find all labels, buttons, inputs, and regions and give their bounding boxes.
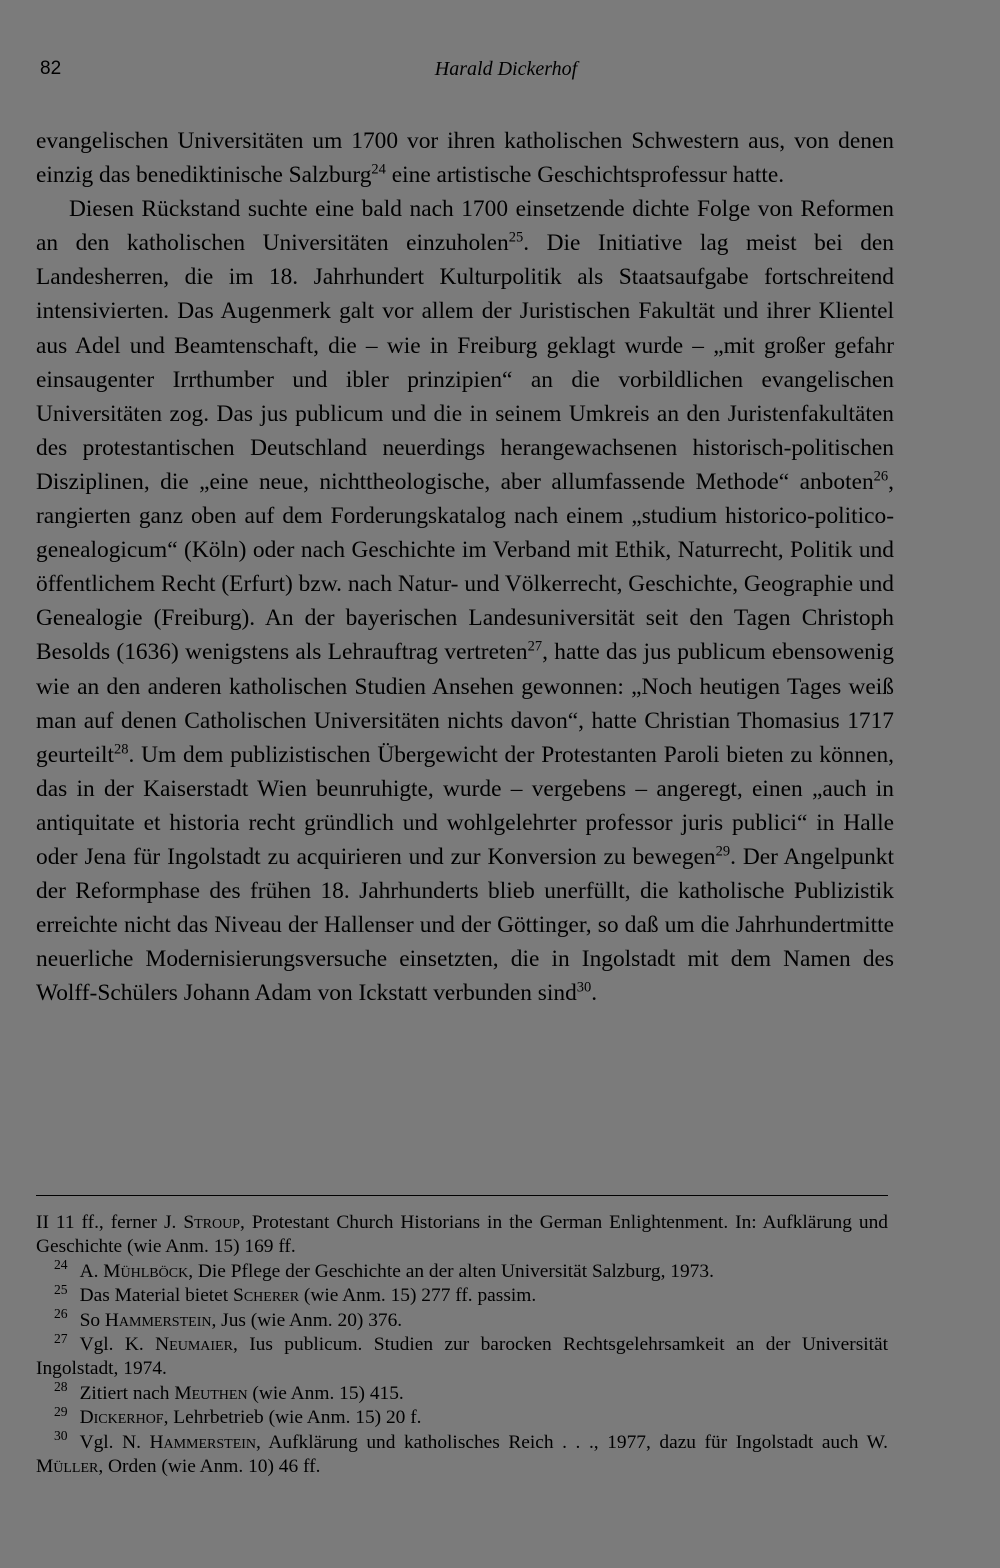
footnote-ref: 28 xyxy=(113,740,129,757)
footnote-number: 29 xyxy=(54,1403,68,1419)
footnote-divider xyxy=(36,1195,888,1196)
text-span: (wie Anm. 15) 277 ff. passim. xyxy=(299,1285,537,1307)
author-name: Hammerstein xyxy=(104,1309,212,1331)
paragraph-2 xyxy=(36,192,894,1010)
footnote-number: 27 xyxy=(54,1330,68,1346)
footnote-ref: 26 xyxy=(873,468,889,485)
book-page xyxy=(36,0,895,1568)
footnote-30 xyxy=(36,1428,889,1480)
footnote-ref: 27 xyxy=(527,638,543,655)
text-span: Zitiert nach xyxy=(79,1382,175,1404)
text-span: . Um dem publizistischen Übergewicht der Protestanten Paroli bieten zu können, das in der Kaiserstadt Wien beunruhigte, wurde – vergebens – angeregt, einen „auch in antiquitate et historia recht gründlich und wohlgelehrter professor juris publici“ in Halle oder Jena für Ingolstadt zu acquirieren und zur Konversion zu bewegen xyxy=(36,741,894,870)
author-name: Dickerhof xyxy=(79,1407,164,1429)
footnote-26 xyxy=(36,1306,888,1333)
author-name: Mühlböck xyxy=(103,1260,189,1282)
text-span: , hatte das jus publicum ebensowenig wie an den anderen katholischen Studien Ansehen gewonnen: „Noch heutigen Tages weiß man auf denen Catholischen Universitäten nichts davon“, hatte Christian Thomasius 1717 geurteilt xyxy=(36,639,894,768)
text-span: . Die Initiative lag meist bei den Landesherren, die im 18. Jahrhundert Kulturpolitik als Staatsaufgabe fortschreitend intensivierten. Das Augenmerk galt vor allem der Juristischen Fakultät und ihrer Klientel aus Adel und Beamtenschaft, die – wie in Freiburg geklagt wurde – „mit großer gefahr einsaugenter Irrthumber und ibler prinzipien“ an die vorbildlichen evangelischen Universitäten zog. Das jus publicum und die in seinem Umkreis an den Juristenfakultäten des protestantischen Deutschland neuerdings herangewachsenen historisch-politischen Disziplinen, die „eine neue, nichttheologische, aber allumfassende Methode“ anboten xyxy=(36,230,895,495)
footnote-continued xyxy=(36,1211,888,1260)
footnote-27 xyxy=(36,1330,889,1382)
author-name: Stroup xyxy=(183,1212,241,1233)
author-name: Hammerstein xyxy=(149,1431,257,1453)
footnote-24 xyxy=(36,1257,888,1284)
text-span: , Ius publicum. Studien zur barocken Rechtsgelehrsamkeit an der Universität Ingolstadt, 1974. xyxy=(36,1334,889,1380)
text-span: Das Material bietet xyxy=(79,1285,234,1307)
footnote-ref: 25 xyxy=(508,229,524,246)
footnote-25 xyxy=(36,1281,888,1308)
text-span: , Die Pflege der Geschichte an der alten Universität Salzburg, 1973. xyxy=(188,1260,714,1282)
page-header xyxy=(36,58,892,88)
page-number: 82 xyxy=(40,58,62,79)
text-span: , Aufklärung und katholisches Reich . . ., 1977, dazu für Ingolstadt auch W. xyxy=(256,1431,889,1453)
text-span: , Jus (wie Anm. 20) 376. xyxy=(211,1309,403,1331)
text-span: , Lehrbetrieb (wie Anm. 15) 20 f. xyxy=(163,1407,422,1429)
running-head: Harald Dickerhof xyxy=(434,58,578,80)
paragraph-1 xyxy=(36,124,894,192)
footnote-ref: 30 xyxy=(576,979,592,996)
footnote-number: 24 xyxy=(54,1257,68,1273)
author-name: Müller xyxy=(36,1456,99,1478)
footnote-number: 30 xyxy=(54,1428,68,1444)
text-span: Vgl. K. xyxy=(79,1334,156,1356)
text-span: Vgl. N. xyxy=(79,1431,150,1453)
text-span: A. xyxy=(79,1260,104,1282)
footnote-ref: 24 xyxy=(371,161,386,178)
footnote-28 xyxy=(36,1379,888,1406)
text-span: , Orden (wie Anm. 10) 46 ff. xyxy=(98,1456,321,1478)
text-span: . xyxy=(591,980,598,1007)
text-span: eine artistische Geschichtsprofessur hatte. xyxy=(385,162,785,189)
footnotes xyxy=(36,1211,888,1479)
footnote-number: 28 xyxy=(54,1379,68,1395)
text-span: . Der Angelpunkt der Reformphase des frühen 18. Jahrhunderts blieb unerfüllt, die katholische Publizistik erreichte nicht das Niveau der Hallenser und der Göttinger, so daß um die Jahrhundertmitte neuerliche Modernisierungsversuche einsetzten, die in Ingolstadt mit dem Namen des Wolff-Schülers Johann Adam von Ickstatt verbunden sind xyxy=(36,843,894,1007)
text-span: Diesen Rückstand suchte eine bald nach 1700 einsetzende dichte Folge von Reformen an den katholischen Universitäten einzuholen xyxy=(36,196,894,257)
main-text xyxy=(36,124,894,1010)
footnote-number: 25 xyxy=(54,1281,68,1297)
text-span: , rangierten ganz oben auf dem Forderungskatalog nach einem „studium historico-politico-genealogicum“ (Köln) oder nach Geschichte im Verband mit Ethik, Naturrecht, Politik und öffentlichem Recht (Erfurt) bzw. nach Natur- und Völkerrecht, Geschichte, Geographie und Genealogie (Freiburg). An der bayerischen Landesuniversität seit den Tagen Christoph Besolds (1636) wenigstens als Lehrauftrag vertreten xyxy=(36,468,894,666)
text-span: (wie Anm. 15) 415. xyxy=(247,1382,404,1404)
footnote-ref: 29 xyxy=(715,843,731,860)
text-span: So xyxy=(79,1309,105,1331)
text-span: , Protestant Church Historians in the German Enlightenment. In: Aufklärung und Geschichte (wie Anm. 15) 169 ff. xyxy=(36,1212,888,1258)
author-name: Meuthen xyxy=(174,1382,248,1404)
author-name: Neumaier xyxy=(155,1334,233,1356)
footnote-number: 26 xyxy=(54,1306,68,1322)
footnote-29 xyxy=(36,1403,888,1430)
text-span: evangelischen Universitäten um 1700 vor ihren katholischen Schwestern aus, von denen einzig das benediktinische Salzburg xyxy=(36,128,894,189)
author-name: Scherer xyxy=(233,1285,300,1307)
text-span: II 11 ff., ferner J. xyxy=(36,1212,184,1233)
